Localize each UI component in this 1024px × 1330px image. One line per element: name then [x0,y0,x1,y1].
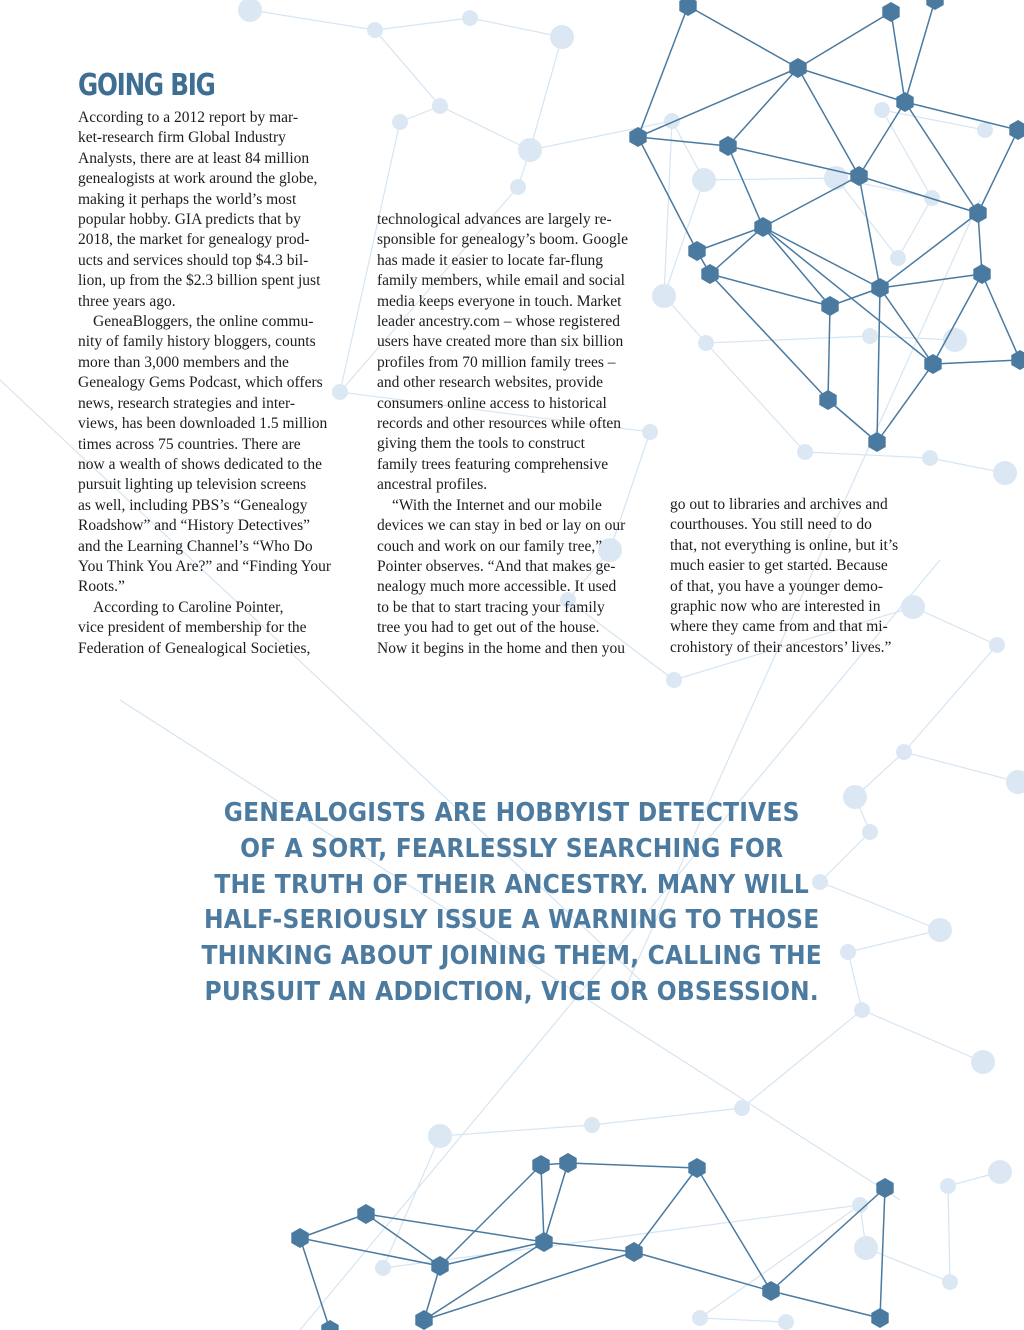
network-node-light [375,1260,391,1276]
network-edge [688,6,798,68]
network-edge [880,288,933,364]
network-edge [891,12,905,102]
network-edge [978,130,1018,213]
network-node [1011,350,1024,370]
network-edge-light [742,1010,862,1108]
network-edge-light [700,1205,860,1318]
network-edge-light [870,336,955,340]
network-edge-light [664,121,672,296]
network-node-light [664,113,680,129]
network-node [969,203,986,223]
network-node-light [989,637,1005,653]
network-edge [859,176,880,288]
network-edge [544,1163,568,1242]
paragraph: According to Caroline Pointer, vice president of membership for the Federation of Genealogical Societies, [78,598,311,657]
paragraph: technological advances are largely re- sponsible for genealogy’s boom. Google has made it easier to locate far-flung family members, while email and social media keeps everyone in touch. Market leader ancestry.com – whose registered users have created more than six billion profiles from 70 million family trees – and other research websites, provide consumers online access to historical records and other resources while often giving them the tools to construct family trees featuring comprehensive ancestral profiles. [377,211,628,494]
network-edge [880,1188,885,1318]
network-node-light [874,102,890,118]
network-node [850,166,867,186]
network-edge [728,146,763,227]
network-node [321,1320,338,1330]
pull-quote-text: GENEALOGISTS ARE HOBBYIST DETECTIVES OF A SORT, FEARLESSLY SEARCHING FOR THE TRUTH OF THEIR ANCESTRY. MANY WILL HALF-SERIOUSLY ISSUE A WARNING TO THOSE THINKING ABOUT JOINING THEM, CALLING THE PURSUIT AN ADDICTION, VICE OR OBSESSION. [201,798,823,1007]
network-edge [828,400,877,442]
network-edge [763,227,880,288]
network-node-light [698,335,714,351]
network-node-light [518,138,542,162]
network-edge-light [375,30,440,106]
network-node-light [928,918,952,942]
network-edge-light [898,198,932,258]
network-edge [544,1242,634,1252]
network-edge-light [530,37,562,150]
network-node [1009,120,1024,140]
network-edge [697,227,763,251]
network-node [535,1232,552,1252]
network-node [357,1204,374,1224]
network-node-light [988,1160,1012,1184]
network-node-light [734,1100,750,1116]
network-node [871,1308,888,1328]
network-node [762,1281,779,1301]
network-node [868,432,885,452]
network-node-light [510,179,526,195]
network-node-light [824,166,848,190]
network-edge [710,274,828,400]
text-column-1 [78,108,363,659]
network-node-light [862,328,878,344]
network-edge-light [530,121,672,150]
network-edge-light [706,336,870,343]
network-edge [859,176,978,213]
paragraph: go out to libraries and archives and courthouses. You still need to do that, not everything is online, but it’s much easier to get started. Because of that, you have a younger demo- graphic now who are interested in where they came from and that mi- crohistory of their ancestors’ lives.” [670,496,899,656]
network-node-light [977,122,993,138]
network-edge-light [904,752,1018,782]
network-node [896,92,913,112]
network-node [924,354,941,374]
network-edge [982,274,1020,360]
network-edge [638,137,728,146]
network-edge-light [805,452,930,458]
network-node-light [797,444,813,460]
network-edge [638,68,798,137]
network-node [629,127,646,147]
network-edge [541,1165,544,1242]
network-node [291,1228,308,1248]
network-edge [763,227,830,306]
network-node [415,1310,432,1330]
paragraph: GeneaBloggers, the online commu- nity of family history bloggers, counts more than 3,000 members and the Genealogy Gems Podcast, which offers news, research strategies and inter- views, has been downloaded 1.5 million times across 75 countries. There are now a wealth of shows dedicated to the pursuit lighting up television screens as well, including PBS’s “Genealogy Roadshow” and “History Detectives” and the Learning Channel’s “Who Do You Think You Are?” and “Finding Your Roots.” [78,313,332,596]
network-edge-light [440,106,530,150]
network-node-light [922,450,938,466]
network-edge-light [862,1010,983,1062]
network-edge-light [250,10,375,30]
network-edge [728,146,859,176]
network-edge-light [700,1318,786,1322]
network-edge [424,1242,544,1320]
network-edge [638,6,688,137]
text-column-2 [377,210,662,659]
network-node-light [692,1310,708,1326]
network-node-light [666,672,682,688]
network-node-light [428,1124,452,1148]
network-edge [877,288,880,442]
network-edge [828,306,830,400]
network-node-light [854,1236,878,1260]
network-edge [300,1238,330,1330]
network-edge [440,1165,541,1266]
network-edge [366,1214,544,1242]
network-node-light [692,168,716,192]
network-node-light [550,25,574,49]
network-edge-light [383,1205,860,1268]
network-edge-light [592,1108,742,1125]
network-node-light [942,1274,958,1290]
network-node-light [971,1050,995,1074]
network-edge-light [470,18,562,37]
network-node-light [462,10,478,26]
network-edge [798,12,891,68]
network-edge [300,1214,366,1238]
network-node-light [940,1178,956,1194]
network-edge [710,227,763,274]
network-node-light [1006,770,1024,794]
network-node-light [392,114,408,130]
network-edge [728,68,798,146]
network-edge [763,176,859,227]
network-edge [634,1168,697,1252]
network-edge [568,1163,697,1168]
text-column-3 [670,495,930,658]
network-edge [771,1291,880,1318]
network-edge-light [704,178,836,180]
network-edge-light [948,1186,950,1282]
network-edge [877,364,933,442]
network-node-light [584,1117,600,1133]
pull-quote [140,796,884,1011]
network-edge-light [383,1136,440,1268]
network-edge-light [904,645,997,752]
network-edge [933,360,1020,364]
network-edge-light [866,1248,950,1282]
network-node [688,241,705,261]
network-node [882,2,899,22]
network-node-light [367,22,383,38]
section-heading: GOING BIG [78,68,215,103]
network-node [559,1153,576,1173]
network-edge-light [375,18,470,30]
network-edge [905,0,935,102]
network-edge [905,102,978,213]
network-node-light [432,98,448,114]
paragraph: According to a 2012 report by mar- ket-research firm Global Industry Analysts, there are at least 84 million genealogists at work around the globe, making it perhaps the world’s most popular hobby. GIA predicts that by 2018, the market for genealogy prod- ucts and services should top $4.3 bil- lion, up from the $2.3 billion spent just three years ago. [78,109,321,310]
paragraph: “With the Internet and our mobile devices we can stay in bed or lay on our couch and work on our family tree,” Pointer observes. “And that makes ge- nealogy much more accessible. It used to be that to start tracing your family tree you had to get out of the house. Now it begins in the home and then you [377,496,626,657]
network-node-light [890,250,906,266]
network-node-light [896,744,912,760]
network-edge [710,274,830,306]
network-node [926,0,943,10]
network-node [679,0,696,16]
network-node-light [238,0,262,22]
network-edge [440,1242,544,1266]
network-node [973,264,990,284]
network-node [871,278,888,298]
network-node-light [993,461,1017,485]
network-node-light [778,1314,794,1330]
